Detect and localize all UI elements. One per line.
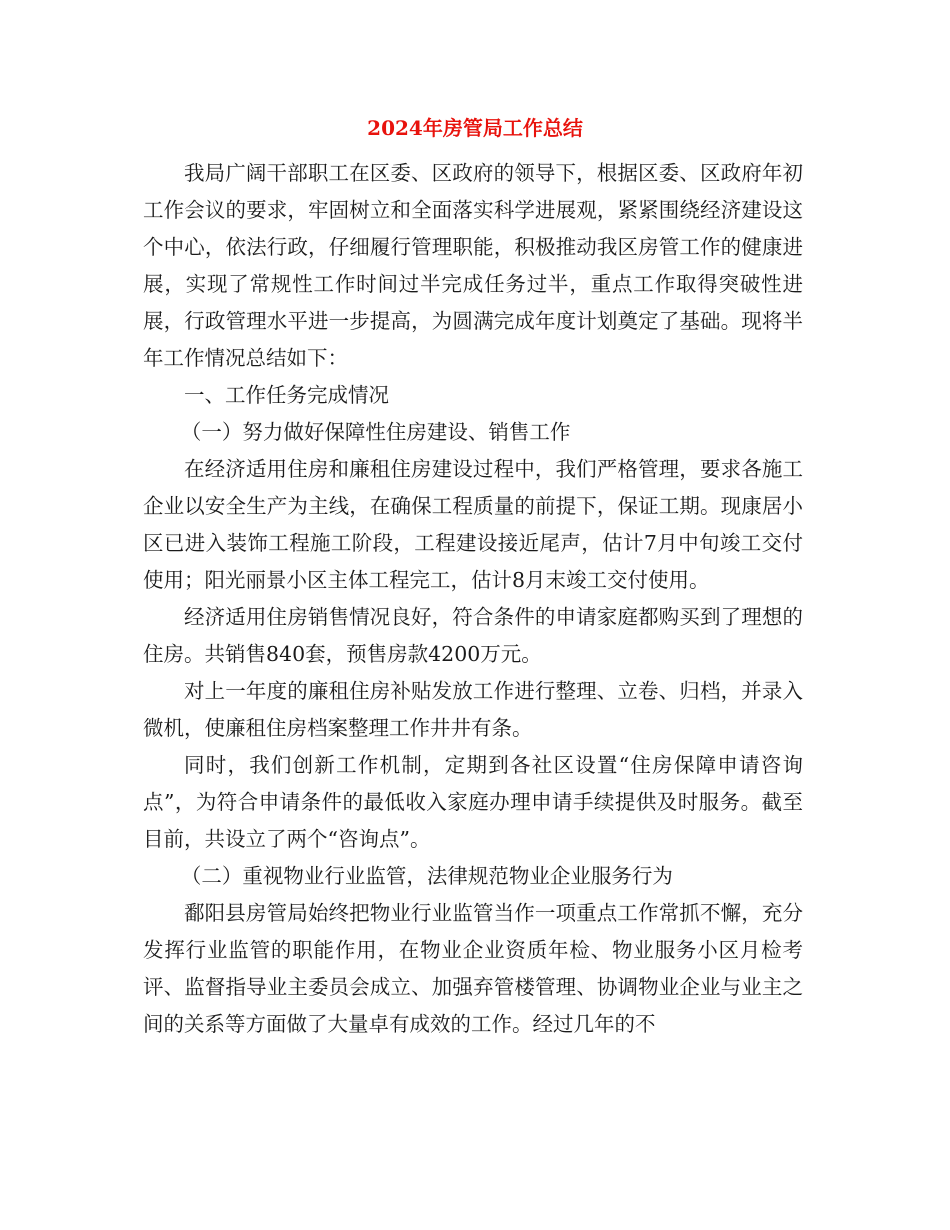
- document-title: 2024年房管局工作总结: [367, 116, 583, 140]
- document-body: [143, 155, 803, 1043]
- body-paragraph: 在经济适用住房和廉租住房建设过程中，我们严格管理，要求各施工企业以安全生产为主线，在确保工程质量的前提下，保证工期。现康居小区已进入装饰工程施工阶段，工程建设接近尾声，估计7月中旬竣工交付使用；阳光丽景小区主体工程完工，估计8月末竣工交付使用。: [143, 457, 803, 592]
- body-paragraph: 同时，我们创新工作机制，定期到各社区设置“住房保障申请咨询点”，为符合申请条件的最低收入家庭办理申请手续提供及时服务。截至目前，共设立了两个“咨询点”。: [143, 753, 803, 851]
- subsection-heading: （一）努力做好保障性住房建设、销售工作: [180, 420, 571, 444]
- section-heading: 一、工作任务完成情况: [184, 383, 389, 407]
- body-paragraph: 经济适用住房销售情况良好，符合条件的申请家庭都购买到了理想的住房。共销售840套，预售房款4200万元。: [143, 605, 803, 666]
- body-paragraph: 鄱阳县房管局始终把物业行业监管当作一项重点工作常抓不懈，充分发挥行业监管的职能作用，在物业企业资质年检、物业服务小区月检考评、监督指导业主委员会成立、加强弃管楼管理、协调物业企业与业主之间的关系等方面做了大量卓有成效的工作。经过几年的不: [143, 901, 803, 1036]
- subsection-heading: （二）重视物业行业监管，法律规范物业企业服务行为: [180, 864, 673, 888]
- body-paragraph: 对上一年度的廉租住房补贴发放工作进行整理、立卷、归档，并录入微机，使廉租住房档案整理工作井井有条。: [143, 679, 803, 740]
- intro-paragraph: 我局广阔干部职工在区委、区政府的领导下，根据区委、区政府年初工作会议的要求，牢固树立和全面落实科学进展观，紧紧围绕经济建设这个中心，依法行政，仔细履行管理职能，积极推动我区房管工作的健康进展，实现了常规性工作时间过半完成任务过半，重点工作取得突破性进展，行政管理水平进一步提高，为圆满完成年度计划奠定了基础。现将半年工作情况总结如下：: [143, 161, 803, 370]
